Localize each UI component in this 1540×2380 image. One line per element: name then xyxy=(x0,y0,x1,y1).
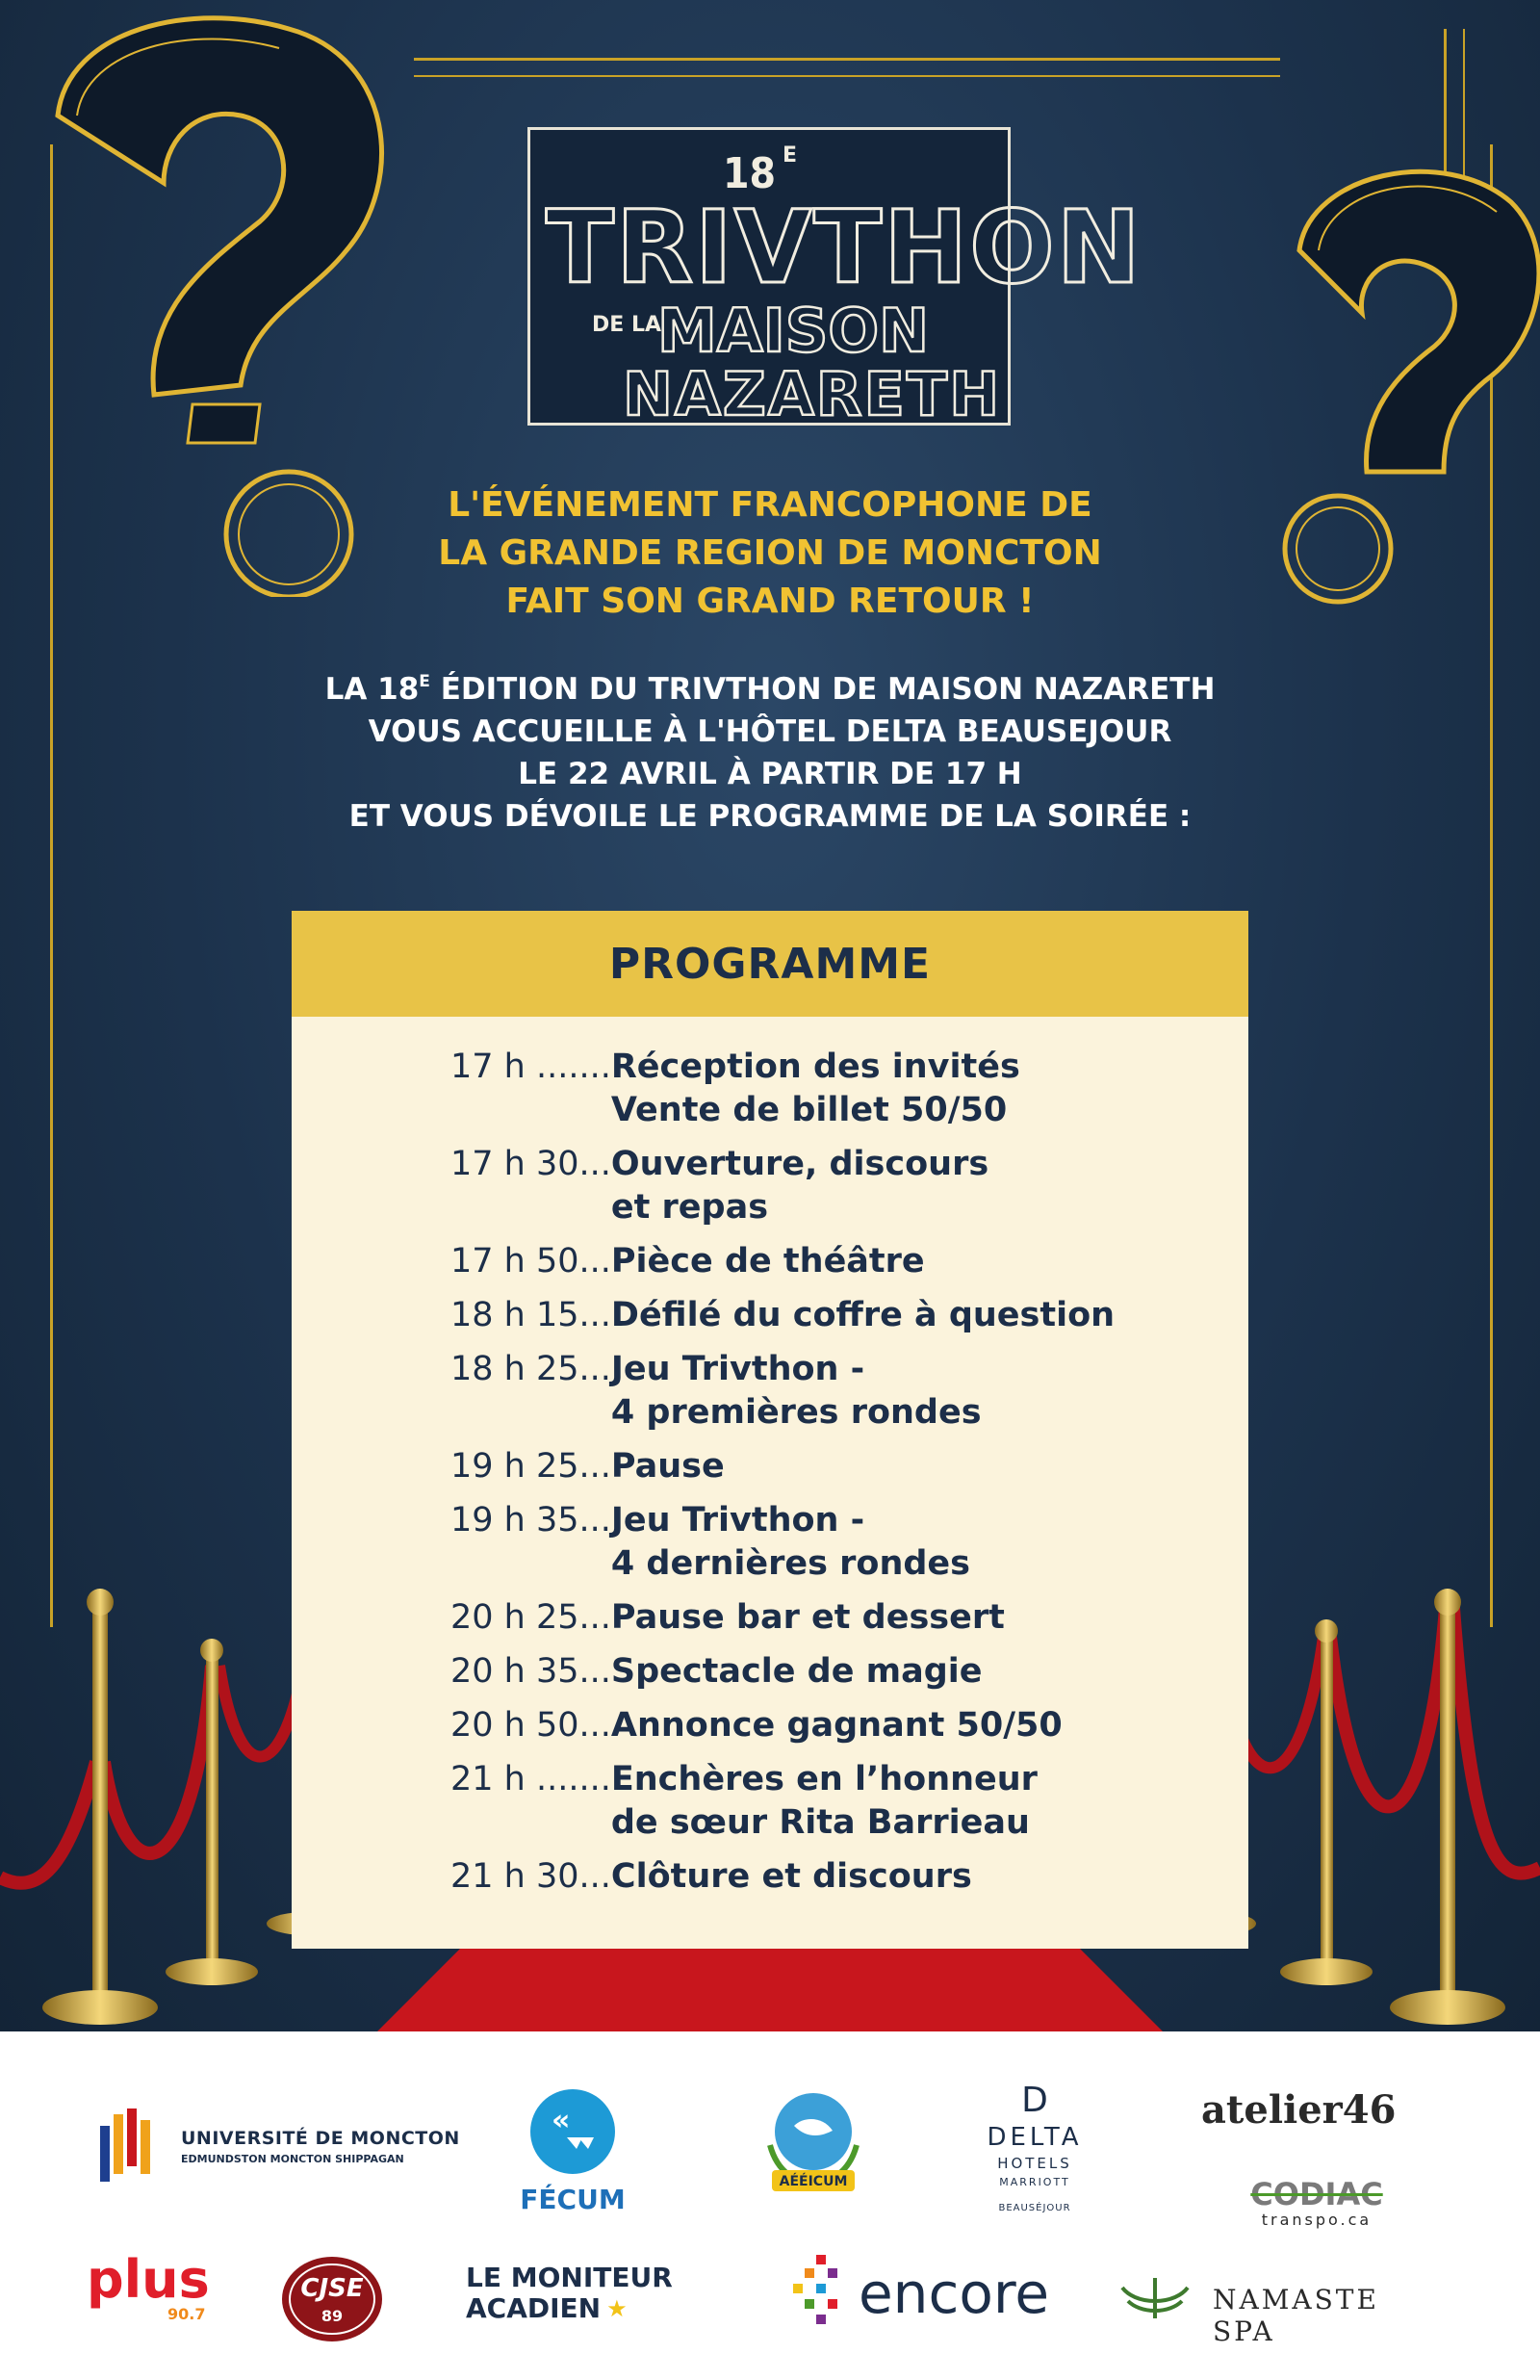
item-time: 20 h 50... xyxy=(450,1706,611,1745)
cjse-radio-logo xyxy=(279,2253,385,2345)
intro-line-2: VOUS ACCUEILLE À L'HÔTEL DELTA BEAUSEJOUR xyxy=(368,714,1172,749)
delta-mark: D xyxy=(1021,2081,1048,2120)
atelier46-logo: atelier46 xyxy=(1201,2087,1397,2133)
item-label: Jeu Trivthon - 4 premières rondes xyxy=(610,1350,982,1432)
programme-item xyxy=(450,1650,1220,1694)
programme-item xyxy=(450,1348,1220,1435)
item-label: Pause xyxy=(610,1447,725,1486)
intro-prefix: LA 18 xyxy=(324,672,420,707)
aeeicum-name: AÉÉICUM xyxy=(779,2174,848,2189)
fecum-emblem-icon xyxy=(528,2087,617,2176)
namaste-spa-logo xyxy=(1120,2272,1448,2347)
programme-item xyxy=(450,1855,1220,1899)
item-label: Pièce de théâtre xyxy=(610,1242,925,1281)
intro-suffix: ÉDITION DU TRIVTHON DE MAISON NAZARETH xyxy=(429,672,1216,707)
encore-emblem-icon xyxy=(789,2255,851,2336)
fecum-logo xyxy=(520,2087,626,2222)
umoncton-campuses: EDMUNDSTON MONCTON SHIPPAGAN xyxy=(181,2153,404,2165)
delta-location: BEAUSÉJOUR xyxy=(998,2203,1071,2213)
umoncton-logo xyxy=(96,2107,462,2184)
star-icon: ★ xyxy=(606,2295,628,2322)
programme-item xyxy=(450,1596,1220,1640)
namaste-leaf-icon xyxy=(1120,2272,1190,2320)
intro-line-4: ET VOUS DÉVOILE LE PROGRAMME DE LA SOIRÉE : xyxy=(348,799,1192,834)
item-label: Clôture et discours xyxy=(610,1857,972,1896)
moniteur-line2-row xyxy=(466,2293,678,2324)
programme-header xyxy=(292,911,1248,1017)
item-time: 17 h 30... xyxy=(450,1145,611,1183)
item-time: 20 h 25... xyxy=(450,1598,611,1637)
headline-line: FAIT SON GRAND RETOUR ! xyxy=(505,582,1035,621)
programme-item xyxy=(450,1046,1220,1132)
fecum-name: FÉCUM xyxy=(520,2184,626,2215)
delta-marriott: MARRIOTT xyxy=(999,2176,1070,2188)
intro-line-1 xyxy=(241,668,1299,711)
umoncton-emblem-icon xyxy=(96,2107,156,2184)
programme-item xyxy=(450,1758,1220,1845)
item-label: Enchères en l’honneur de sœur Rita Barrieau xyxy=(610,1760,1038,1842)
programme-item xyxy=(450,1294,1220,1337)
encore-logo xyxy=(789,2253,1078,2340)
item-label: Ouverture, discours et repas xyxy=(610,1145,989,1227)
namaste-name: NAMASTE SPA xyxy=(1213,2284,1379,2347)
org-name-line1: MAISON xyxy=(657,296,929,366)
moniteur-acadien-logo xyxy=(466,2263,678,2330)
item-time: 19 h 35... xyxy=(450,1501,611,1539)
programme-item xyxy=(450,1499,1220,1586)
item-label: Défilé du coffre à question xyxy=(610,1296,1116,1334)
moniteur-line1: LE MONITEUR xyxy=(466,2262,673,2293)
item-label: Jeu Trivthon - 4 dernières rondes xyxy=(610,1501,970,1583)
intro-sup: E xyxy=(419,672,430,691)
org-name-line2: NAZARETH xyxy=(623,359,1002,429)
programme-panel xyxy=(292,911,1248,1949)
red-carpet-icon xyxy=(377,1935,1163,2031)
delta-name: DELTA xyxy=(987,2123,1083,2152)
of-the-label: DE LA xyxy=(592,313,661,337)
intro-text xyxy=(241,668,1299,838)
intro-line-3: LE 22 AVRIL À PARTIR DE 17 H xyxy=(518,757,1022,791)
programme-item xyxy=(450,1143,1220,1229)
event-name: TRIVTHON xyxy=(546,189,1142,306)
item-label: Spectacle de magie xyxy=(610,1652,983,1691)
edition-suffix: E xyxy=(783,143,798,168)
headline xyxy=(289,481,1251,626)
programme-title: PROGRAMME xyxy=(608,939,932,989)
item-label: Pause bar et dessert xyxy=(610,1598,1005,1637)
codiac-name: CODIAC xyxy=(1250,2176,1383,2212)
delta-hotels: HOTELS xyxy=(997,2155,1072,2172)
title-box xyxy=(527,127,1142,429)
cjse-sub: 89 xyxy=(321,2307,344,2325)
item-time: 19 h 25... xyxy=(450,1447,611,1486)
plus-frequency: 90.7 xyxy=(167,2305,206,2323)
frame-top-line xyxy=(414,58,1280,61)
item-label: Réception des invités Vente de billet 50/50 xyxy=(610,1048,1020,1129)
svg-text:«: « xyxy=(552,2104,571,2137)
moniteur-line2: ACADIEN xyxy=(466,2292,602,2324)
programme-item xyxy=(450,1445,1220,1488)
codiac-transpo-logo xyxy=(1230,2178,1403,2236)
programme-item xyxy=(450,1240,1220,1283)
encore-name: encore xyxy=(859,2261,1050,2326)
frame-top-line-2 xyxy=(414,75,1280,77)
plus-radio-logo xyxy=(87,2249,221,2336)
headline-line: LA GRANDE REGION DE MONCTON xyxy=(438,533,1102,573)
item-time: 18 h 25... xyxy=(450,1350,611,1388)
item-time: 17 h 50... xyxy=(450,1242,611,1281)
question-mark-right-icon xyxy=(1251,144,1540,645)
item-time: 18 h 15... xyxy=(450,1296,611,1334)
item-time: 21 h ....... xyxy=(450,1760,611,1798)
item-time: 20 h 35... xyxy=(450,1652,611,1691)
programme-list xyxy=(450,1046,1220,1909)
umoncton-name: UNIVERSITÉ DE MONCTON xyxy=(181,2128,460,2149)
headline-line: L'ÉVÉNEMENT FRANCOPHONE DE xyxy=(448,485,1092,525)
codiac-sub: transpo.ca xyxy=(1261,2211,1373,2229)
aeeicum-logo xyxy=(751,2087,876,2222)
item-label: Annonce gagnant 50/50 xyxy=(610,1706,1063,1745)
programme-item xyxy=(450,1704,1220,1747)
edition-number: 18 xyxy=(723,149,777,198)
delta-hotels-logo xyxy=(972,2080,1097,2234)
item-time: 17 h ....... xyxy=(450,1048,611,1086)
plus-name: plus xyxy=(87,2249,210,2310)
item-time: 21 h 30... xyxy=(450,1857,611,1896)
cjse-name: CJSE xyxy=(300,2274,364,2303)
